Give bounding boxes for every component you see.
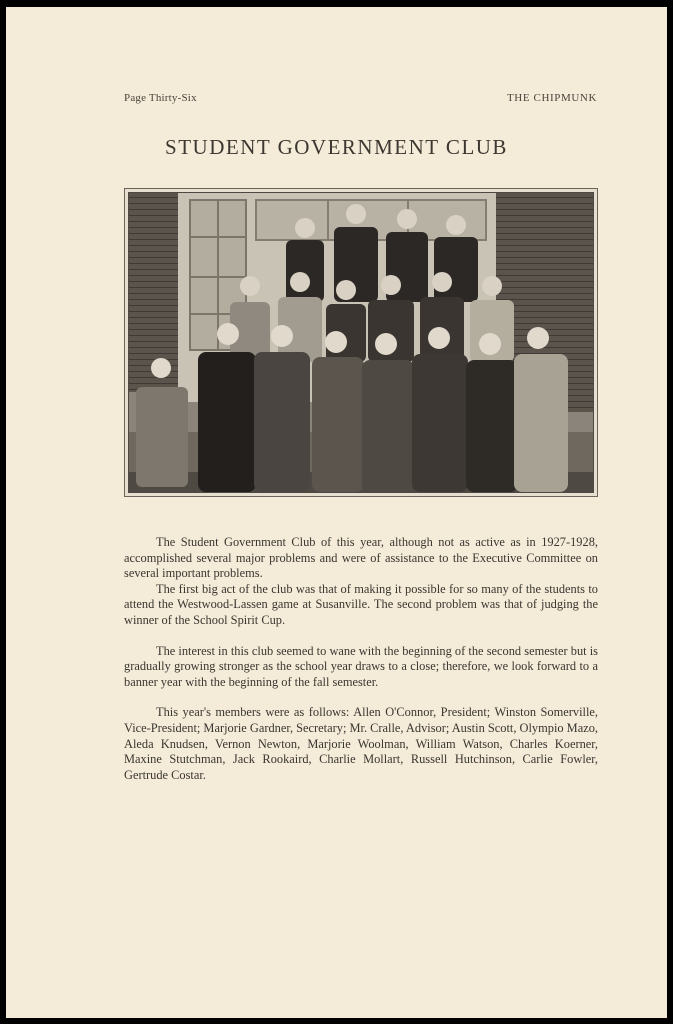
paragraph-4: This year's members were as follows: Allen O'Connor, President; Winston Somerville, Vice-President; Marjorie Gardner, Secretary; Mr. Cralle, Advisor; Austin Scott, Olympio Mazo, Aleda Knudsen, Vernon Newton, Marjorie Woolman, William Watson, Charles Koerner, Maxine Stutchman, Jack Rookaird, Charlie Mollart, Russell Hutchinson, Carlie Fowler, Gertrude Costar.	[124, 705, 598, 782]
page-number-label: Page Thirty-Six	[124, 92, 197, 104]
publication-name: THE CHIPMUNK	[506, 92, 597, 104]
group-photo	[124, 188, 598, 497]
paragraph-1: The Student Government Club of this year, although not as active as in 1927-1928, accomplished several major problems and were of assistance to the Executive Committee on several important problems.	[124, 535, 598, 581]
paragraph-3: The interest in this club seemed to wane with the beginning of the second semester but is gradually growing stronger as the school year draws to a close; therefore, we look forward to a banner year with the beginning of the fall semester.	[124, 643, 598, 689]
paragraph-2: The first big act of the club was that of making it possible for so many of the students to attend the Westwood-Lassen game at Susanville. The second problem was that of judging the winner of the School Spirit Cup.	[124, 581, 598, 627]
article-body	[124, 535, 598, 783]
page-title: STUDENT GOVERNMENT CLUB	[165, 135, 508, 159]
group-photo-image	[128, 192, 594, 493]
yearbook-page	[6, 7, 667, 1018]
